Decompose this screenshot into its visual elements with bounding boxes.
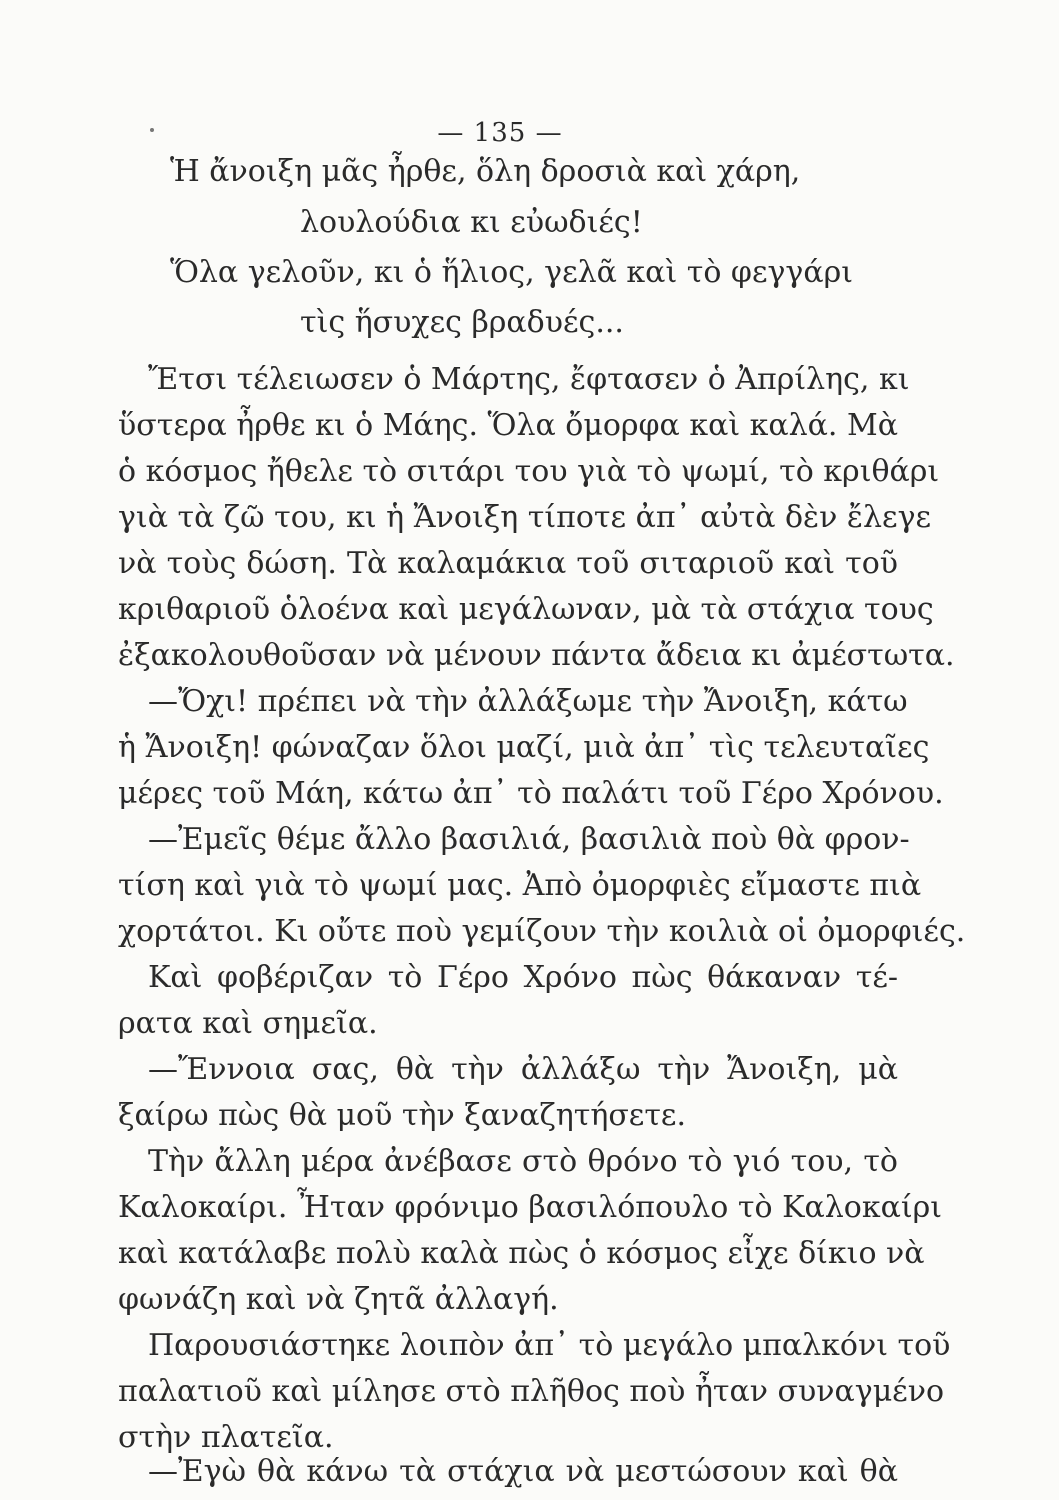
text-line: ρατα καὶ σημεῖα. (118, 1006, 378, 1041)
text-line: νὰ τοὺς δώση. Τὰ καλαμάκια τοῦ σιταριοῦ καὶ τοῦ (118, 546, 898, 581)
text-line: ὁ κόσμος ἤθελε τὸ σιτάρι του γιὰ τὸ ψωμί, τὸ κριθάρι (118, 454, 940, 489)
verse-line: λουλούδια κι εὐωδιές! (300, 205, 643, 240)
text-line: γιὰ τὰ ζῶ του, κι ἡ Ἄνοιξη τίποτε ἀπ᾽ αὐτὰ δὲν ἔλεγε (118, 500, 932, 535)
text-line: ξαίρω πὼς θὰ μοῦ τὴν ξαναζητήσετε. (118, 1098, 687, 1133)
text-line: ἡ Ἄνοιξη! φώναζαν ὅλοι μαζί, μιὰ ἀπ᾽ τὶς τελευταῖες (118, 730, 930, 765)
text-line: κριθαριοῦ ὁλοένα καὶ μεγάλωναν, μὰ τὰ στάχια τους (118, 592, 934, 627)
verse-line: τὶς ἥσυχες βραδυές... (300, 305, 624, 340)
print-speck (150, 128, 154, 132)
text-line: παλατιοῦ καὶ μίλησε στὸ πλῆθος ποὺ ἦταν συναγμένο (118, 1374, 945, 1409)
text-line: φωνάζη καὶ νὰ ζητᾶ ἀλλαγή. (118, 1282, 559, 1317)
page-number: — 135 — (437, 118, 563, 148)
text-line: —Ἐγὼ θὰ κάνω τὰ στάχια νὰ μεστώσουν καὶ θὰ (148, 1454, 898, 1489)
text-line: Καλοκαίρι. Ἦταν φρόνιμο βασιλόπουλο τὸ Καλοκαίρι (118, 1190, 943, 1225)
text-line: στὴν πλατεῖα. (118, 1420, 334, 1455)
text-line: ὕστερα ἦρθε κι ὁ Μάης. Ὅλα ὄμορφα καὶ καλά. Μὰ (118, 408, 898, 443)
verse-line: Ὅλα γελοῦν, κι ὁ ἥλιος, γελᾶ καὶ τὸ φεγγάρι (170, 255, 853, 290)
text-line: ἐξακολουθοῦσαν νὰ μένουν πάντα ἄδεια κι ἀμέστωτα. (118, 638, 955, 673)
text-line: χορτάτοι. Κι οὔτε ποὺ γεμίζουν τὴν κοιλιὰ οἱ ὀμορφιές. (118, 914, 966, 949)
text-line: μέρες τοῦ Μάη, κάτω ἀπ᾽ τὸ παλάτι τοῦ Γέρο Χρόνου. (118, 776, 944, 811)
text-line: τίση καὶ γιὰ τὸ ψωμί μας. Ἀπὸ ὀμορφιὲς εἴμαστε πιὰ (118, 868, 922, 903)
text-line: Τὴν ἄλλη μέρα ἀνέβασε στὸ θρόνο τὸ γιό του, τὸ (148, 1144, 898, 1179)
text-line: Παρουσιάστηκε λοιπὸν ἀπ᾽ τὸ μεγάλο μπαλκόνι τοῦ (148, 1328, 951, 1363)
text-line: καὶ κατάλαβε πολὺ καλὰ πὼς ὁ κόσμος εἶχε δίκιο νὰ (118, 1236, 925, 1271)
text-line: —Ἔννοια σας, θὰ τὴν ἀλλάξω τὴν Ἄνοιξη, μὰ (148, 1052, 898, 1087)
text-line: —Ἐμεῖς θέμε ἄλλο βασιλιά, βασιλιὰ ποὺ θὰ φρον- (148, 822, 910, 857)
verse-line: Ἡ ἄνοιξη μᾶς ἦρθε, ὅλη δροσιὰ καὶ χάρη, (170, 154, 801, 189)
text-line: Ἔτσι τέλειωσεν ὁ Μάρτης, ἔφτασεν ὁ Ἀπρίλης, κι (148, 362, 910, 397)
text-line: —Ὄχι! πρέπει νὰ τὴν ἀλλάξωμε τὴν Ἄνοιξη, κάτω (148, 684, 908, 719)
text-line: Καὶ φοβέριζαν τὸ Γέρο Χρόνο πὼς θάκαναν τέ- (148, 960, 898, 995)
